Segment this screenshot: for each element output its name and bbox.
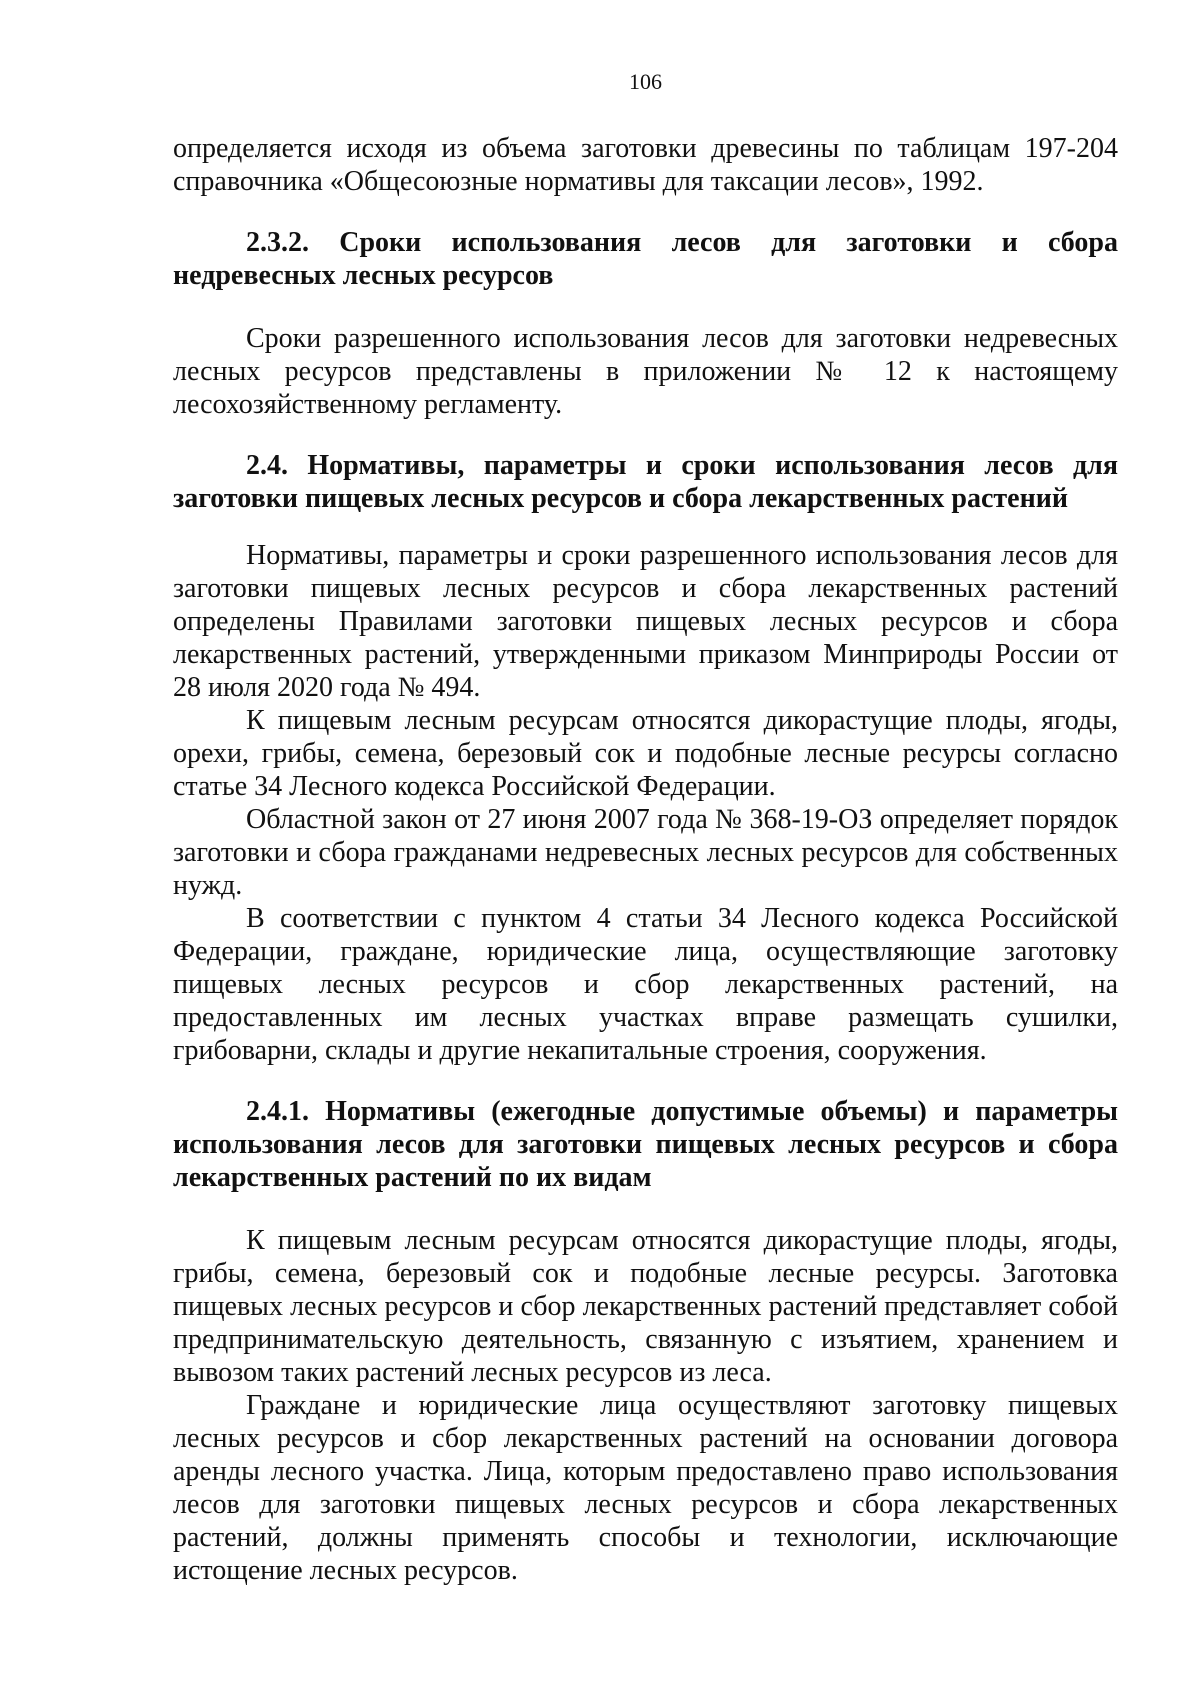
- paragraph-continuation: определяется исходя из объема заготовки древесины по таблицам 197-204 справочника «Общесоюзные нормативы для таксации лесов», 1992.: [173, 133, 1118, 197]
- paragraph: В соответствии с пунктом 4 статьи 34 Лесного кодекса Российской Федерации, граждане, юридические лица, осуществляющие заготовку пищевых лесных ресурсов и сбор лекарственных растений, на предоставленных им лесных участках вправе размещать сушилки, грибоварни, склады и другие некапитальные строения, сооружения.: [173, 903, 1118, 1066]
- heading-2-3-2: 2.3.2. Сроки использования лесов для заготовки и сбора недревесных лесных ресурсов: [173, 227, 1118, 291]
- document-page: [173, 68, 1118, 1587]
- heading-2-4: 2.4. Нормативы, параметры и сроки использования лесов для заготовки пищевых лесных ресурсов и сбора лекарственных растений: [173, 450, 1118, 514]
- page-number: 106: [629, 69, 662, 94]
- heading-2-4-1: 2.4.1. Нормативы (ежегодные допустимые объемы) и параметры использования лесов для заготовки пищевых лесных ресурсов и сбора лекарственных растений по их видам: [173, 1096, 1118, 1193]
- paragraph: К пищевым лесным ресурсам относятся дикорастущие плоды, ягоды, грибы, семена, березовый сок и подобные лесные ресурсы. Заготовка пищевых лесных ресурсов и сбор лекарственных растений представляет собой предпринимательскую деятельность, связанную с изъятием, хранением и вывозом таких растений лесных ресурсов из леса.: [173, 1225, 1118, 1388]
- paragraph: К пищевым лесным ресурсам относятся дикорастущие плоды, ягоды, орехи, грибы, семена, березовый сок и подобные лесные ресурсы согласно статье 34 Лесного кодекса Российской Федерации.: [173, 705, 1118, 802]
- paragraph: Областной закон от 27 июня 2007 года № 368-19-ОЗ определяет порядок заготовки и сбора гражданами недревесных лесных ресурсов для собственных нужд.: [173, 804, 1118, 901]
- paragraph: Нормативы, параметры и сроки разрешенного использования лесов для заготовки пищевых лесных ресурсов и сбора лекарственных растений определены Правилами заготовки пищевых лесных ресурсов и сбора лекарственных растений, утвержденными приказом Минприроды России от 28 июля 2020 года № 494.: [173, 540, 1118, 703]
- paragraph: Граждане и юридические лица осуществляют заготовку пищевых лесных ресурсов и сбор лекарственных растений на основании договора аренды лесного участка. Лица, которым предоставлено право использования лесов для заготовки пищевых лесных ресурсов и сбора лекарственных растений, должны применять способы и технологии, исключающие истощение лесных ресурсов.: [173, 1390, 1118, 1586]
- paragraph: Сроки разрешенного использования лесов для заготовки недревесных лесных ресурсов представлены в приложении № 12 к настоящему лесохозяйственному регламенту.: [173, 323, 1118, 420]
